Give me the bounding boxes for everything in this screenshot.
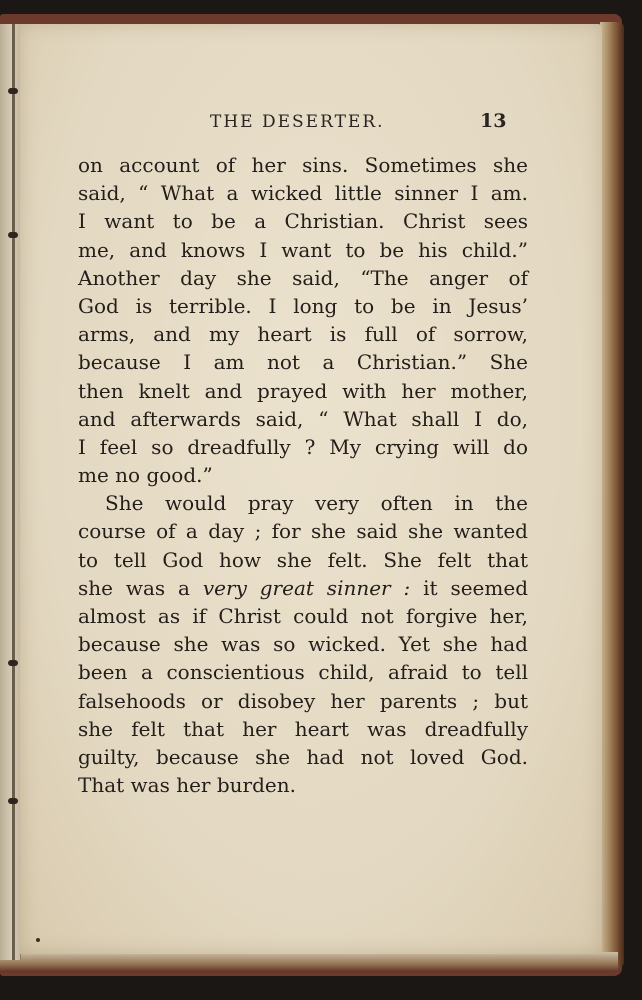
binding-gutter bbox=[12, 24, 15, 960]
text-line: arms, and my heart is full of sorrow, bbox=[78, 322, 528, 347]
text-line: almost as if Christ could not forgive her, bbox=[78, 604, 528, 628]
body-text bbox=[78, 151, 528, 799]
text-line-with-italic bbox=[78, 574, 528, 602]
text-segment: she was a bbox=[78, 575, 203, 600]
text-line: That was her burden. bbox=[78, 773, 296, 798]
text-line: on account of her sins. Sometimes she bbox=[78, 153, 528, 177]
running-head: THE DESERTER. bbox=[210, 112, 385, 132]
text-line: She would pray very often in the bbox=[105, 491, 528, 516]
text-line: falsehoods or disobey her parents ; but bbox=[78, 688, 528, 713]
text-line: I want to be a Christian. Christ sees bbox=[78, 209, 528, 234]
text-line: to tell God how she felt. She felt that bbox=[78, 547, 528, 572]
text-line: me, and knows I want to be his child.” bbox=[78, 237, 528, 262]
page-speck bbox=[36, 938, 40, 942]
book-fore-edge bbox=[600, 22, 624, 968]
italic-phrase: very great sinner : bbox=[202, 575, 411, 600]
text-line: God is terrible. I long to be in Jesus’ bbox=[78, 293, 528, 318]
book-page bbox=[20, 24, 602, 954]
book-bottom-edge bbox=[0, 952, 618, 972]
binding-stitch bbox=[8, 660, 18, 666]
binding-stitch bbox=[8, 798, 18, 804]
page-number: 13 bbox=[480, 110, 507, 132]
text-line: said, “ What a wicked little sinner I am. bbox=[78, 181, 528, 206]
text-line: course of a day ; for she said she wanted bbox=[78, 519, 528, 544]
text-segment: it seemed bbox=[410, 575, 528, 600]
facing-page-edge bbox=[0, 24, 21, 960]
text-line: been a conscientious child, afraid to tell bbox=[78, 660, 528, 685]
text-line: she felt that her heart was dreadfully bbox=[78, 716, 528, 741]
text-line: me no good.” bbox=[78, 463, 213, 488]
text-line: because I am not a Christian.” She bbox=[78, 350, 528, 375]
text-line: because she was so wicked. Yet she had bbox=[78, 632, 528, 657]
text-line: then knelt and prayed with her mother, bbox=[78, 378, 528, 403]
text-line: I feel so dreadfully ? My crying will do bbox=[78, 434, 528, 459]
binding-stitch bbox=[8, 88, 18, 94]
text-line: guilty, because she had not loved God. bbox=[78, 744, 528, 769]
binding-stitch bbox=[8, 232, 18, 238]
text-line: Another day she said, “The anger of bbox=[78, 265, 528, 290]
text-line: and afterwards said, “ What shall I do, bbox=[78, 406, 528, 431]
